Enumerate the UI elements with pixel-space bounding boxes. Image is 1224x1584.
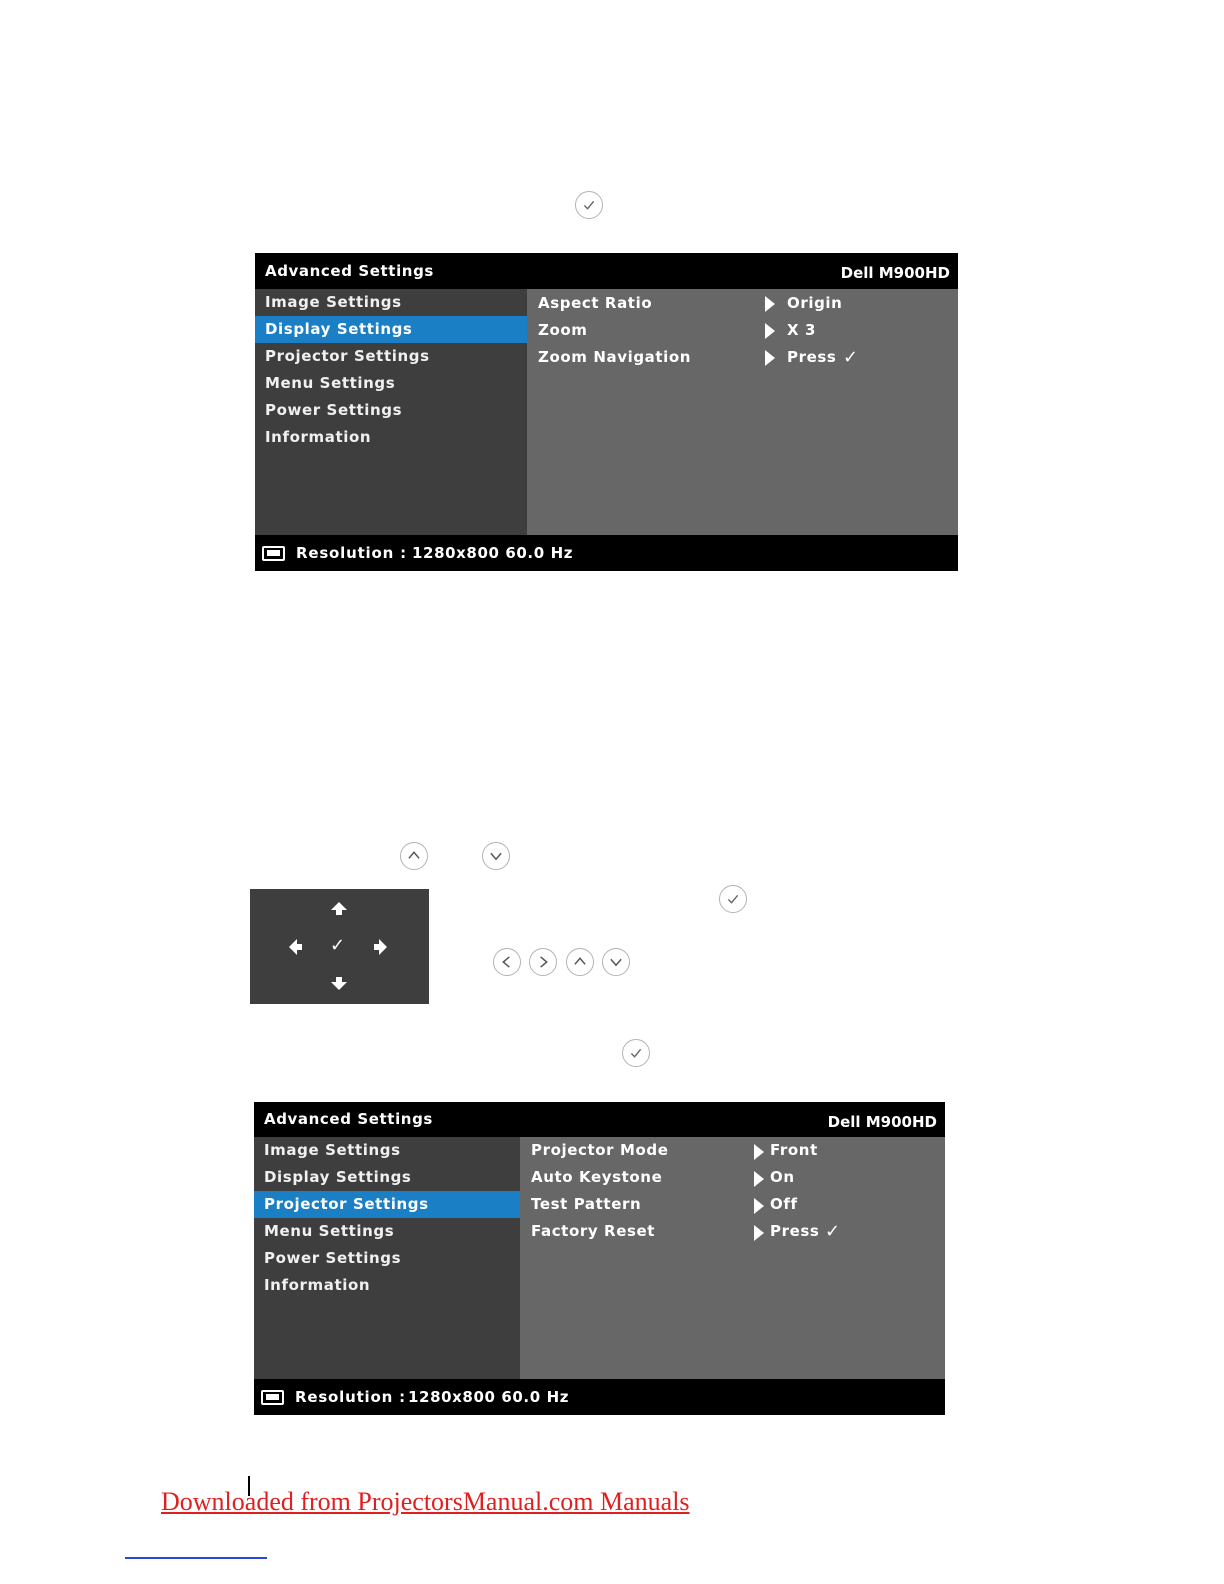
option-value: X 3 — [787, 321, 817, 339]
option-row-auto-keystone[interactable] — [520, 1164, 945, 1191]
osd-model: Dell M900HD — [840, 264, 950, 282]
option-label: Zoom — [538, 321, 588, 339]
menu-item-display-settings[interactable]: Display Settings — [255, 316, 527, 343]
nav-left-arrow-icon — [288, 938, 304, 956]
osd-footer — [255, 535, 958, 571]
menu-item-image-settings[interactable]: Image Settings — [265, 293, 402, 311]
option-value: Front — [770, 1141, 818, 1159]
resolution-label: Resolution : — [295, 1388, 406, 1406]
left-button-icon — [493, 948, 521, 976]
osd-title: Advanced Settings — [264, 1110, 433, 1128]
osd-options — [527, 289, 958, 535]
osd-model: Dell M900HD — [827, 1113, 937, 1131]
option-label: Factory Reset — [531, 1222, 656, 1240]
option-label: Aspect Ratio — [538, 294, 653, 312]
option-row-zoom[interactable] — [527, 317, 958, 344]
zoom-navigation-box — [250, 889, 429, 1004]
option-value: On — [770, 1168, 795, 1186]
osd-title: Advanced Settings — [265, 262, 434, 280]
option-label: Projector Mode — [531, 1141, 669, 1159]
menu-item-projector-settings[interactable]: Projector Settings — [254, 1191, 520, 1218]
option-label: Auto Keystone — [531, 1168, 663, 1186]
bottom-rule — [125, 1557, 267, 1559]
arrow-right-icon — [754, 1225, 764, 1241]
option-row-test-pattern[interactable] — [520, 1191, 945, 1218]
osd-options — [520, 1137, 945, 1379]
option-row-factory-reset[interactable] — [520, 1218, 945, 1245]
arrow-right-icon — [754, 1144, 764, 1160]
enter-button-icon — [719, 885, 747, 913]
arrow-right-icon — [754, 1171, 764, 1187]
resolution-value: 1280x800 60.0 Hz — [408, 1388, 570, 1406]
option-label: Zoom Navigation — [538, 348, 692, 366]
right-button-icon — [529, 948, 557, 976]
nav-up-arrow-icon — [330, 901, 348, 917]
arrow-right-icon — [765, 323, 775, 339]
menu-item-power-settings[interactable]: Power Settings — [264, 1249, 402, 1267]
option-row-projector-mode[interactable] — [520, 1137, 945, 1164]
menu-item-image-settings[interactable]: Image Settings — [264, 1141, 401, 1159]
option-value: Press — [770, 1222, 820, 1240]
option-label: Test Pattern — [531, 1195, 642, 1213]
monitor-icon — [261, 1390, 284, 1405]
up-button-icon — [566, 948, 594, 976]
option-row-zoom-navigation[interactable] — [527, 344, 958, 371]
enter-button-icon — [575, 191, 603, 219]
osd-display-settings — [255, 253, 958, 571]
up-button-icon — [400, 842, 428, 870]
menu-item-menu-settings[interactable]: Menu Settings — [264, 1222, 395, 1240]
menu-item-display-settings[interactable]: Display Settings — [264, 1168, 412, 1186]
nav-down-arrow-icon — [330, 975, 348, 991]
monitor-icon — [262, 546, 285, 561]
menu-item-menu-settings[interactable]: Menu Settings — [265, 374, 396, 392]
osd-header — [255, 253, 958, 289]
down-button-icon — [482, 842, 510, 870]
arrow-right-icon — [765, 350, 775, 366]
arrow-right-icon — [765, 296, 775, 312]
check-icon: ✓ — [843, 347, 859, 368]
download-source-link[interactable]: Downloaded from ProjectorsManual.com Manuals — [161, 1487, 690, 1516]
resolution-value: 1280x800 60.0 Hz — [412, 544, 574, 562]
enter-button-icon — [622, 1039, 650, 1067]
resolution-label: Resolution : — [296, 544, 407, 562]
menu-item-power-settings[interactable]: Power Settings — [265, 401, 403, 419]
osd-footer — [254, 1379, 945, 1415]
check-icon: ✓ — [825, 1221, 841, 1242]
option-value: Origin — [787, 294, 843, 312]
nav-check-icon: ✓ — [330, 935, 346, 956]
menu-item-projector-settings[interactable]: Projector Settings — [265, 347, 430, 365]
nav-right-arrow-icon — [372, 938, 388, 956]
osd-menu — [254, 1137, 520, 1379]
menu-item-information[interactable]: Information — [264, 1276, 371, 1294]
option-value: Press — [787, 348, 837, 366]
menu-item-information[interactable]: Information — [265, 428, 372, 446]
osd-menu — [255, 289, 527, 535]
osd-projector-settings — [254, 1102, 945, 1415]
down-button-icon — [602, 948, 630, 976]
osd-header — [254, 1102, 945, 1137]
arrow-right-icon — [754, 1198, 764, 1214]
option-value: Off — [770, 1195, 798, 1213]
option-row-aspect-ratio[interactable] — [527, 290, 958, 317]
